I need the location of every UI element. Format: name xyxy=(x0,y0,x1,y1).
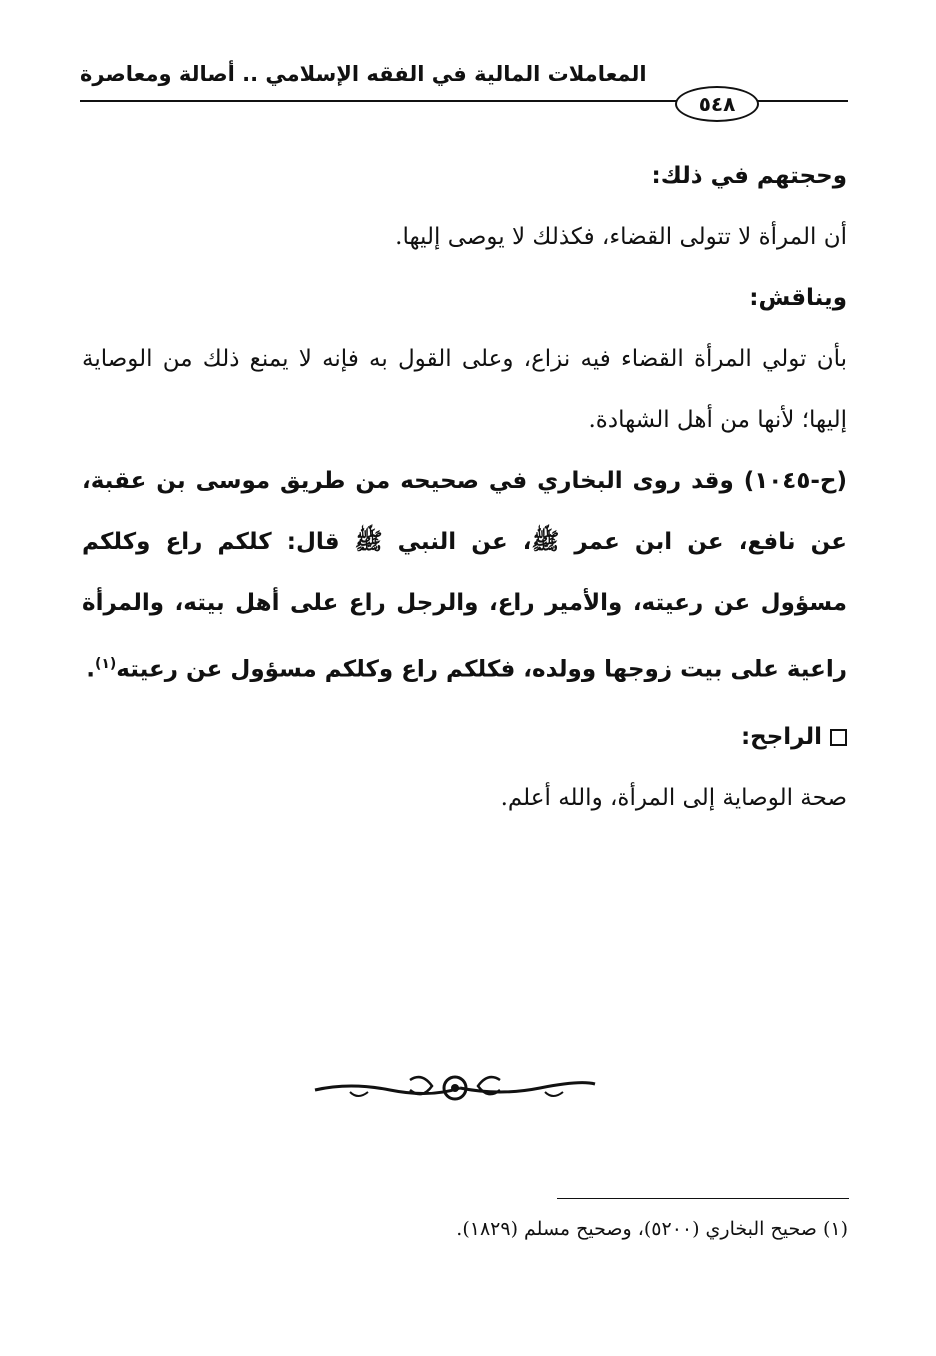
argument-heading: وحجتهم في ذلك: xyxy=(651,163,847,189)
preferred-text: صحة الوصاية إلى المرأة، والله أعلم. xyxy=(500,784,847,811)
square-bullet-icon xyxy=(830,729,847,746)
book-title: المعاملات المالية في الفقه الإسلامي .. أصالة ومعاصرة xyxy=(80,62,647,86)
ornament-divider-icon xyxy=(310,1070,600,1106)
page-number: ٥٤٨ xyxy=(675,86,759,122)
footnote-ref: (١) xyxy=(94,656,117,672)
footnote-1: (١) صحيح البخاري (٥٢٠٠)، وصحيح مسلم (١٨٢٩). xyxy=(456,1218,848,1240)
discussion-text: بأن تولي المرأة القضاء فيه نزاع، وعلى القول به فإنه لا يمنع ذلك من الوصاية إليها؛ لأنها من أهل الشهادة. xyxy=(82,346,847,433)
argument-text: أن المرأة لا تتولى القضاء، فكذلك لا يوصى إليها. xyxy=(395,224,847,250)
page-header xyxy=(80,56,848,116)
preferred-heading xyxy=(82,707,847,768)
hadith-paragraph xyxy=(82,451,847,701)
main-text xyxy=(82,146,847,829)
preferred-heading-label: الراجح: xyxy=(740,723,822,750)
hadith-text: (ح-١٠٤٥) وقد روى البخاري في صحيحه من طريق موسى بن عقبة، عن نافع، عن ابن عمر ﷺ، عن النبي ﷺ قال: كلكم راع وكلكم مسؤول عن رعيته، والأمير راع، والرجل راع على أهل بيته، والمرأة راعية على بيت زوجها وولده، فكلكم راع وكلكم مسؤول عن رعيته xyxy=(82,468,847,683)
hadith-end: . xyxy=(86,656,95,683)
discussion-heading: ويناقش: xyxy=(749,285,847,311)
footnote-separator xyxy=(557,1198,849,1199)
